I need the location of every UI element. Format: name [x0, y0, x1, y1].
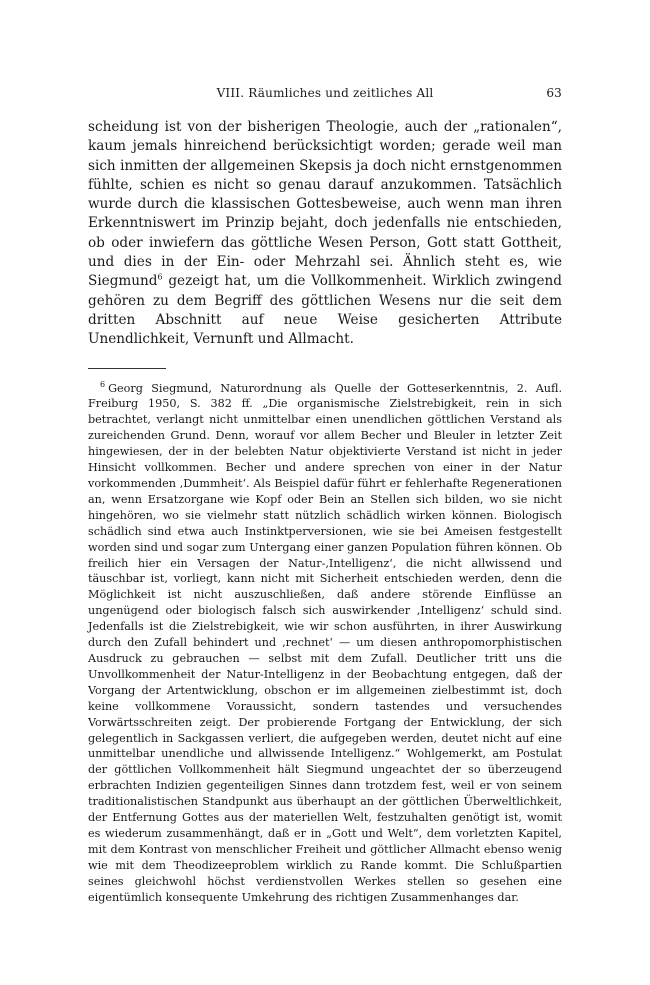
footnote-separator: [88, 368, 166, 369]
page-number: 63: [546, 86, 562, 100]
footnote-text: Georg Siegmund, Naturordnung als Quelle der Gotteserkenntnis, 2. Aufl. Freiburg 1950, S. 382 ff. „Die organismische Zielstrebigkeit, rein in sich betrachtet, verlangt nicht unmittelbar einen unendlichen göttlichen Verstand als zureichenden Grund. Denn, worauf vor allem Becher und Bleuler in letzter Zeit hingewiesen, der in der belebten Natur objektivierte Verstand ist nicht in jeder Hinsicht vollkommen. Becher und andere sprechen von einer in der Natur vorkommenden ‚Dummheit‘. Als Beispiel dafür führt er fehlerhafte Regenerationen an, wenn Ersatzorgane wie Kopf oder Bein an Stellen sich bilden, wo sie nicht hingehören, wo sie vielmehr statt nützlich schädlich wirken können. Biologisch schädlich sind etwa auch Instinktperversionen, wie sie bei Ameisen festgestellt worden sind und sogar zum Untergang einer ganzen Population führen können. Ob freilich hier ein Versagen der Natur-‚Intelligenz‘, die nicht allwissend und täuschbar ist, vorliegt, kann nicht mit Sicherheit entschieden werden, denn die Möglichkeit ist nicht auszuschließen, daß andere störende Einflüsse an ungenügend oder biologisch falsch sich auswirkender ‚Intelligenz‘ schuld sind. Jedenfalls ist die Zielstrebigkeit, wie wir schon ausführten, in ihrer Auswirkung durch den Zufall behindert und ‚rechnet‘ — um diesen anthropomorphistischen Ausdruck zu gebrauchen — selbst mit dem Zufall. Deutlicher tritt uns die Unvollkommenheit der Natur-Intelligenz in der Beobachtung entgegen, daß der Vorgang der Artentwicklung, obschon er im allgemeinen zielbestimmt ist, doch keine vollkommene Voraussicht, sondern tastendes und versuchendes Vorwärtsschreiten zeigt. Der probierende Fortgang der Entwicklung, der sich gelegentlich in Sackgassen verliert, die aufgegeben werden, deutet nicht auf eine unmittelbar unendliche und allwissende Intelligenz.“ Wohlgemerkt, am Postulat der göttlichen Vollkommenheit hält Siegmund ungeachtet der so überzeugend erbrachten Indizien gegenteiligen Sinnes dann trotzdem fest, weil er von seinem traditionalistischen Standpunkt aus überhaupt an der göttlichen Überweltlichkeit, der Entfernung Gottes aus der materiellen Welt, festzuhalten genötigt ist, womit es wiederum zusammenhängt, daß er in „Gott und Welt“, dem vorletzten Kapitel, mit dem Kontrast von menschlicher Freiheit und göttlicher Allmacht ebenso wenig wie mit dem Theodizeeproblem wirklich zu Rande kommt. Die Schlußpartien seines gleichwohl höchst verdienstvollen Werkes stellen so gesehen eine eigentümlich konsequente Umkehrung des richtigen Zusammenhanges dar.: [88, 381, 562, 904]
body-paragraph: [88, 118, 562, 350]
footnote-6: [88, 381, 562, 906]
footnote-reference[interactable]: 6: [157, 272, 163, 282]
running-header: [88, 86, 562, 108]
main-text: [88, 118, 562, 350]
body-text-part-2: gezeigt hat, um die Vollkommenheit. Wirklich zwingend gehören zu dem Begriff des göttlichen Wesens nur die seit dem dritten Abschnitt auf neue Weise gesicherten Attribute Unendlichkeit, Vernunft und Allmacht.: [88, 273, 562, 348]
body-text-part-1: scheidung ist von der bisherigen Theologie, auch der „rationalen“, kaum jemals hinreichend berücksichtigt worden; gerade weil man sich inmitten der allgemeinen Skepsis ja doch nicht ernstgenommen fühlte, schien es nicht so genau darauf anzukommen. Tatsächlich wurde durch die klassischen Gottesbeweise, auch wenn man ihren Erkenntniswert im Prinzip bejaht, doch jedenfalls nie entschieden, ob oder inwiefern das göttliche Wesen Person, Gott statt Gottheit, und dies in der Ein- oder Mehrzahl sei. Ähnlich steht es, wie Siegmund: [88, 119, 562, 290]
running-title: VIII. Räumliches und zeitliches All: [216, 86, 434, 100]
book-page: [88, 86, 562, 905]
footnote-marker: 6: [100, 379, 106, 389]
